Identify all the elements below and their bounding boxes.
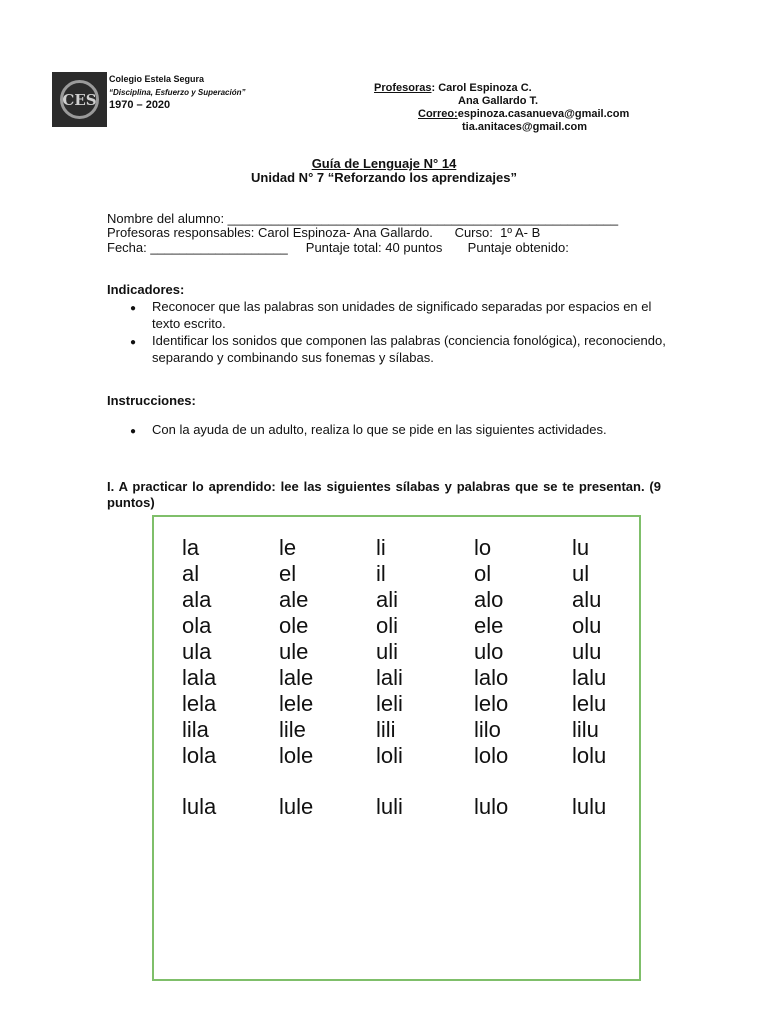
syllable-cell: olu xyxy=(572,613,602,638)
email-2: tia.anitaces@gmail.com xyxy=(462,121,588,133)
syllable-cell: le xyxy=(279,535,297,560)
section-1-heading: I. A practicar lo aprendido: lee las siguientes sílabas y palabras que se te presentan. (9 puntos) xyxy=(107,479,661,510)
syllable-cell: lule xyxy=(279,794,314,819)
syllable-cell: lelo xyxy=(474,691,509,716)
syllable-cell: al xyxy=(182,561,200,586)
email-label: Correo: xyxy=(418,108,458,120)
syllable-cell: lele xyxy=(279,691,314,716)
syllable-cell: ule xyxy=(279,639,309,664)
date-score-line: Fecha: ___________________ Puntaje total: 40 puntos Puntaje obtenido: xyxy=(107,240,569,255)
teachers-block xyxy=(374,82,629,134)
syllable-cell: ala xyxy=(182,587,212,612)
teacher-1: : Carol Espinoza C. xyxy=(431,82,532,94)
syllable-cell: oli xyxy=(376,613,399,638)
school-years: 1970 – 2020 xyxy=(109,99,171,111)
syllable-cell: lola xyxy=(182,743,217,768)
page-subtitle: Unidad N° 7 “Reforzando los aprendizajes” xyxy=(251,170,517,185)
syllable-cell: alu xyxy=(572,587,602,612)
page-title: Guía de Lenguaje N° 14 xyxy=(311,156,457,171)
syllable-cell: lulo xyxy=(474,794,509,819)
syllable-cell: uli xyxy=(376,639,399,664)
syllable-cell: ole xyxy=(279,613,309,638)
syllable-cell: ol xyxy=(474,561,492,586)
indicator-item: Reconocer que las palabras son unidades de significado separadas por espacios en el texto escrito. xyxy=(152,299,652,331)
syllable-cell: lilu xyxy=(572,717,599,742)
teachers-line xyxy=(374,82,629,95)
syllable-cell: lala xyxy=(182,665,217,690)
bullet-icon: ● xyxy=(130,303,137,314)
syllable-cell: lula xyxy=(182,794,217,819)
syllable-cell: ul xyxy=(572,561,590,586)
syllable-cell: loli xyxy=(376,743,403,768)
syllable-cell: lila xyxy=(182,717,209,742)
syllable-cell: lolo xyxy=(474,743,509,768)
syllable-cell: la xyxy=(182,535,200,560)
syllable-cell: leli xyxy=(376,691,403,716)
instructions-heading: Instrucciones: xyxy=(107,393,196,408)
syllable-cell: lili xyxy=(376,717,396,742)
syllable-cell: lelu xyxy=(572,691,607,716)
school-name: Colegio Estela Segura xyxy=(109,74,205,84)
syllable-cell: lalu xyxy=(572,665,607,690)
syllable-cell: lilo xyxy=(474,717,501,742)
syllable-cell: il xyxy=(376,561,386,586)
syllable-cell: li xyxy=(376,535,386,560)
syllable-cell: lulu xyxy=(572,794,607,819)
teacher-2: Ana Gallardo T. xyxy=(458,95,539,107)
syllable-cell: ali xyxy=(376,587,399,612)
indicators-heading: Indicadores: xyxy=(107,282,185,297)
syllable-cell: lela xyxy=(182,691,217,716)
svg-text:CES: CES xyxy=(62,91,97,109)
syllable-cell: ele xyxy=(474,613,504,638)
syllable-cell: lo xyxy=(474,535,492,560)
syllable-cell: lu xyxy=(572,535,590,560)
syllable-cell: ulu xyxy=(572,639,602,664)
syllable-cell: el xyxy=(279,561,297,586)
syllable-cell: ulo xyxy=(474,639,504,664)
syllable-cell: luli xyxy=(376,794,403,819)
school-logo-mark xyxy=(58,78,101,121)
syllable-cell: ale xyxy=(279,587,309,612)
syllable-cell: ula xyxy=(182,639,212,664)
syllable-cell: lale xyxy=(279,665,314,690)
syllable-cell: lali xyxy=(376,665,403,690)
email-line xyxy=(374,108,629,121)
bullet-icon: ● xyxy=(130,337,137,348)
school-info xyxy=(109,73,245,112)
teachers-responsible-line: Profesoras responsables: Carol Espinoza- Ana Gallardo. Curso: 1º A- B xyxy=(107,225,541,240)
instruction-item: Con la ayuda de un adulto, realiza lo que se pide en las siguientes actividades. xyxy=(152,422,607,437)
syllable-cell: lole xyxy=(279,743,314,768)
syllable-cell: alo xyxy=(474,587,504,612)
syllable-cell: lolu xyxy=(572,743,607,768)
teachers-label: Profesoras xyxy=(374,82,432,94)
syllable-cell: ola xyxy=(182,613,212,638)
bullet-icon: ● xyxy=(130,426,137,437)
email-1: espinoza.casanueva@gmail.com xyxy=(457,108,630,120)
school-logo xyxy=(52,72,107,127)
syllable-cell: lile xyxy=(279,717,306,742)
school-motto: “Disciplina, Esfuerzo y Superación” xyxy=(109,88,246,97)
syllables-box xyxy=(152,515,641,981)
student-name-field: Nombre del alumno: ______________________________________________________ xyxy=(107,211,619,226)
indicator-item: Identificar los sonidos que componen las palabras (conciencia fonológica), reconociendo, separando y combinando sus fonemas y sílabas. xyxy=(152,333,666,365)
syllable-cell: lalo xyxy=(474,665,509,690)
